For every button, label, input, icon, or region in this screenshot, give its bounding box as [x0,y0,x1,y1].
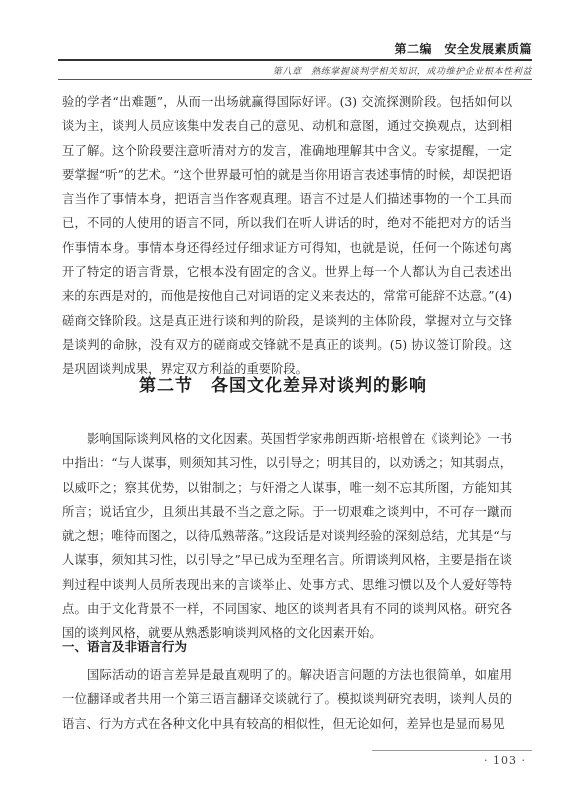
body-paragraph-2: 影响国际谈判风格的文化因素。英国哲学家弗朗西斯·培根曾在《谈判论》一书中指出：“与人谋事，则须知其习性，以引导之；明其目的，以劝诱之；知其弱点，以威吓之；察其优势，以钳制之；与奸滑之人谋事，唯一刻不忘其所图，方能知其所言；说话宜少，且须出其最不当之意之际。于一切艰难之谈判中，不可存一蹴而就之想；唯待而图之，以待瓜熟蒂落。”这段话是对谈判经验的深刻总结，尤其是“与人谋事，须知其习性，以引导之”早已成为至理名言。所谓谈判风格，主要是指在谈判过程中谈判人员所表现出来的言谈举止、处事方式、思维习惯以及个人爱好等特点。由于文化背景不一样，不同国家、地区的谈判者具有不同的谈判风格。研究各国的谈判风格，就要从熟悉影响谈判风格的文化因素开始。 [62,432,512,641]
body-paragraph-1: 验的学者“出难题”，从而一出场就赢得国际好评。(3) 交流探测阶段。包括如何以谈为主，谈判人员应该集中发表自己的意见、动机和意图，通过交换观点，达到相互了解。这个阶段要注意听清对方的发言，准确地理解其中含义。专家提醒，一定要掌握“听”的艺术。“这个世界最可怕的就是当你用语言表述事情的时候，却误把语言当作了事情本身，把语言当作客观真理。语言不过是人们描述事物的一个工具而已，不同的人使用的语言不同，所以我们在听人讲话的时，绝对不能把对方的话当作事情本身。事情本身还得经过仔细求证方可得知，也就是说，任何一个陈述句离开了特定的语言背景，它根本没有固定的含义。世界上每一个人都认为自己表述出来的东西是对的，而他是按他自己对词语的定义来表达的，常常可能辞不达意。”(4) 磋商交锋阶段。这是真正进行谈和判的阶段，是谈判的主体阶段，掌握对立与交锋是谈判的命脉，没有双方的磋商或交锋就不是真正的谈判。(5) 协议签订阶段。这是巩固谈判成果，界定双方利益的重要阶段。 [62,95,512,377]
section-title: 第二节 各国文化差异对谈判的影响 [139,376,427,396]
running-header-chapter: 第八章 熟练掌握谈判学相关知识，成功维护企业根本性利益 [272,67,532,77]
header-rule [58,59,532,61]
footer-rule [372,750,532,751]
page-number: · 103 · [484,754,526,767]
header-subrule [58,79,532,80]
subsection-heading: 一、语言及非语言行为 [62,639,188,654]
running-header-part: 第二编 安全发展素质篇 [394,42,532,56]
body-paragraph-3: 国际活动的语言差异是最直观明了的。解决语言问题的方法也很简单，如雇用一位翻译或者共用一个第三语言翻译交谈就行了。模拟谈判研究表明，谈判人员的语言、行为方式在各种文化中具有较高的相似性，但无论如何，差异也是显而易见 [62,668,512,731]
